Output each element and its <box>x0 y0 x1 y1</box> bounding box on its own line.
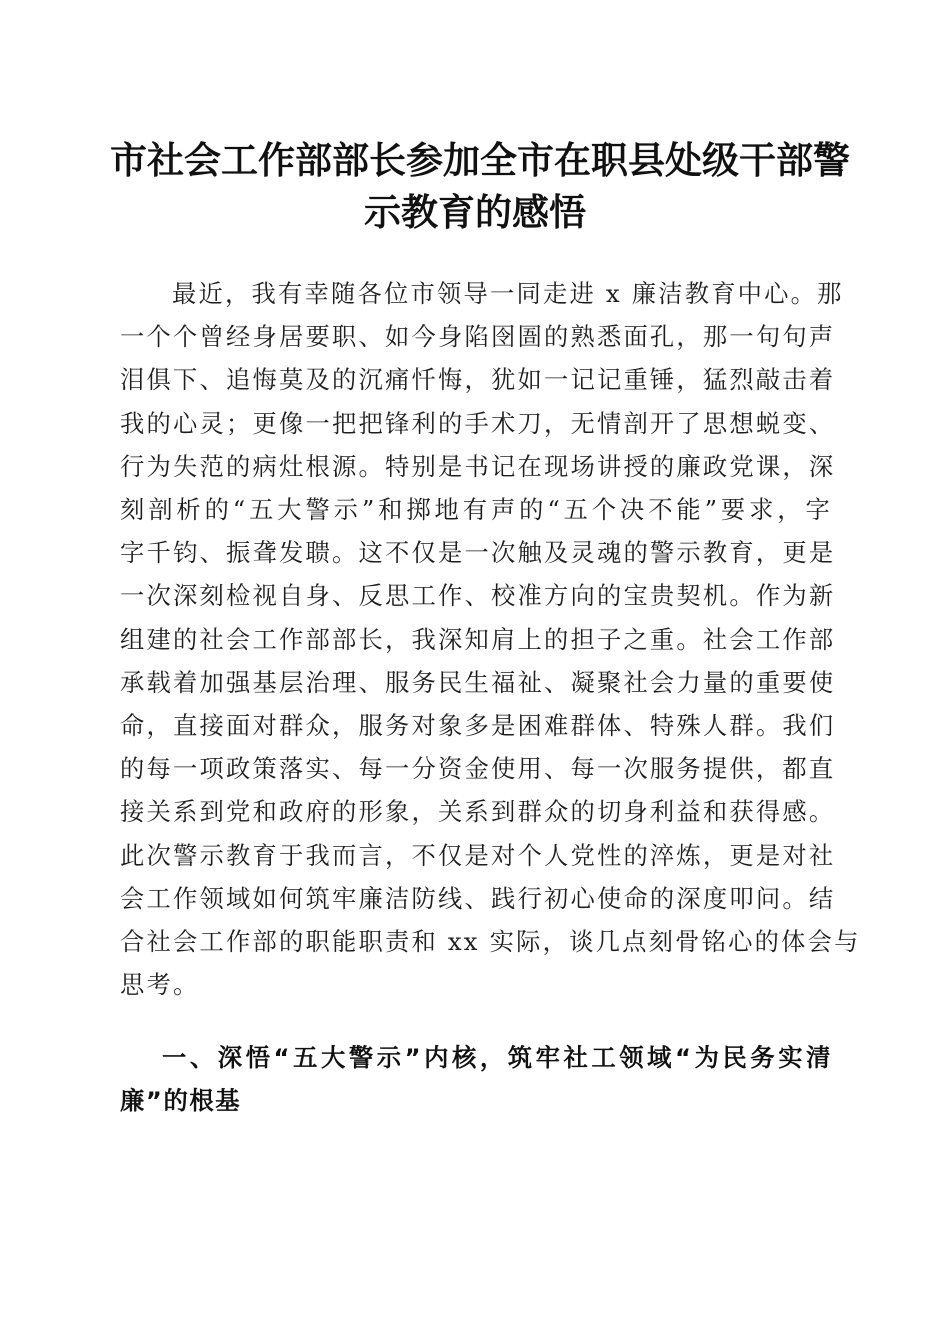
paragraph-line: 命，直接面对群众，服务对象多是困难群体、特殊人群。我们 <box>120 711 836 741</box>
paragraph-line: 承载着加强基层治理、服务民生福祉、凝聚社会力量的重要使 <box>120 667 836 697</box>
paragraph-line: 行为失范的病灶根源。特别是书记在现场讲授的廉政党课，深 <box>120 451 836 481</box>
paragraph-line: 组建的社会工作部部长，我深知肩上的担子之重。社会工作部 <box>120 624 836 654</box>
paragraph-line: 此次警示教育于我而言，不仅是对个人党性的淬炼，更是对社 <box>120 840 836 870</box>
paragraph-line: 会工作领域如何筑牢廉洁防线、践行初心使命的深度叩问。结 <box>120 883 836 913</box>
paragraph-line: 刻剖析的“五大警示”和掷地有声的“五个决不能”要求，字 <box>120 495 832 525</box>
paragraph-line: 我的心灵；更像一把把锋利的手术刀，无情剖开了思想蜕变、 <box>120 408 836 438</box>
paragraph-line: 的每一项政策落实、每一分资金使用、每一次服务提供，都直 <box>120 754 836 784</box>
paragraph-line: 最近，我有幸随各位市领导一同走进 x 廉洁教育中心。那 <box>172 279 844 308</box>
paragraph-line: 一个个曾经身居要职、如今身陷囹圄的熟悉面孔，那一句句声 <box>120 322 836 352</box>
paragraph-line: 思考。 <box>120 970 200 1000</box>
paragraph-line: 字千钧、振聋发聩。这不仅是一次触及灵魂的警示教育，更是 <box>120 538 836 568</box>
heading-line: 廉”的根基 <box>120 1086 242 1116</box>
title-line: 市社会工作部部长参加全市在职县处级干部警 <box>110 138 850 182</box>
title-line: 示教育的感悟 <box>364 190 586 234</box>
heading-line: 一、深悟“五大警示”内核，筑牢社工领域“为民务实清 <box>162 1043 832 1072</box>
paragraph-line: 一次深刻检视自身、反思工作、校准方向的宝贵契机。作为新 <box>120 581 836 611</box>
document-title <box>110 134 850 238</box>
paragraph-line: 合社会工作部的职能职责和 xx 实际，谈几点刻骨铭心的体会与 <box>120 927 861 957</box>
paragraph-line: 泪俱下、追悔莫及的沉痛忏悔，犹如一记记重锤，猛烈敲击着 <box>120 365 836 395</box>
section-heading <box>120 1036 832 1122</box>
intro-paragraph <box>120 272 861 1006</box>
paragraph-line: 接关系到党和政府的形象，关系到群众的切身利益和获得感。 <box>120 797 836 827</box>
